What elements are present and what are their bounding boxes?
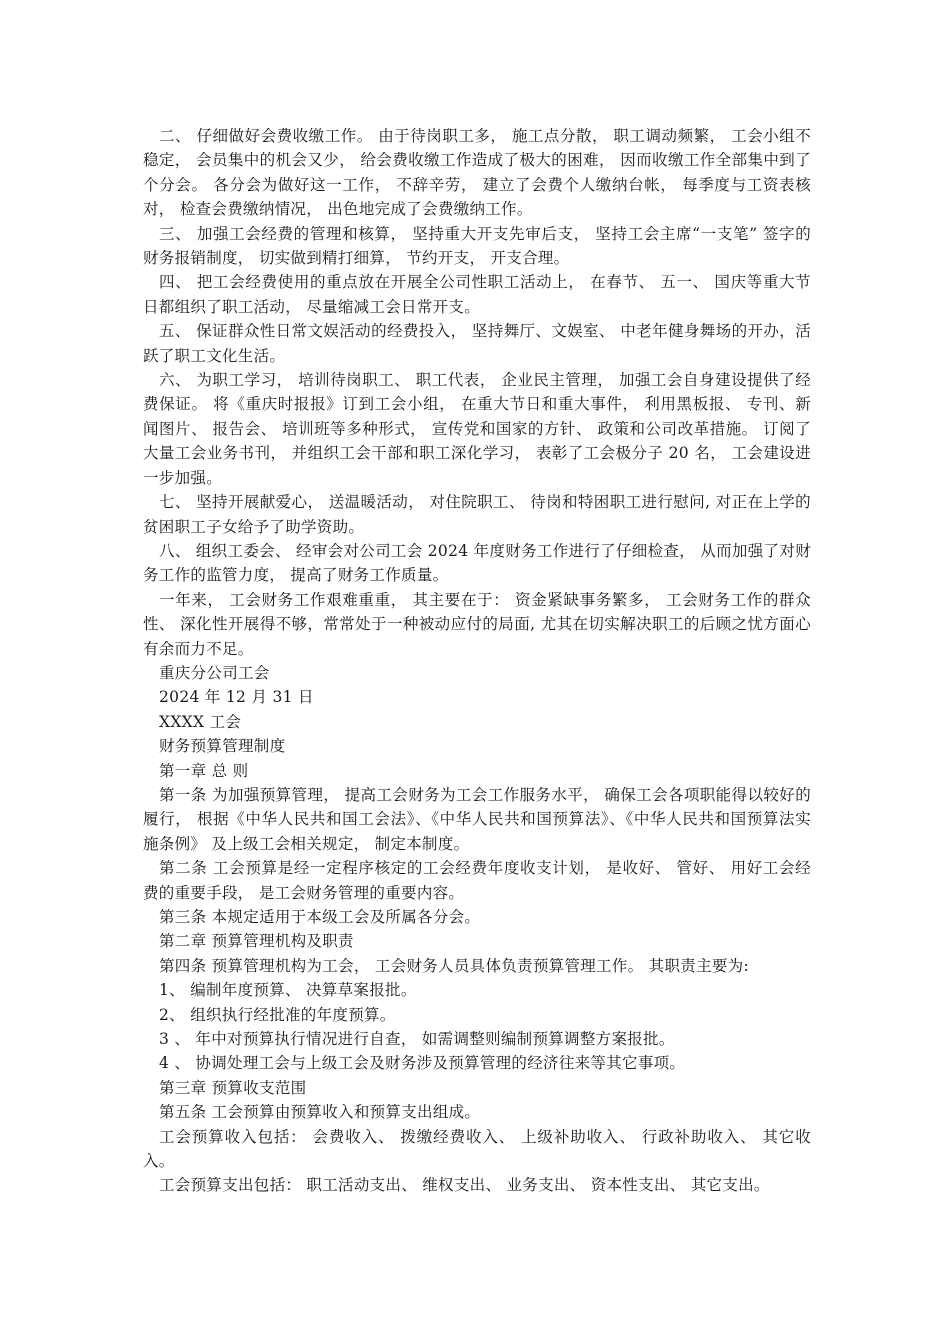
paragraph-item-two: 二、 仔细做好会费收缴工作。 由于待岗职工多， 施工点分散， 职工调动频繁， 工会小组不稳定， 会员集中的机会又少， 给会费收缴工作造成了极大的困难， 因而收缴工作全部集中到了个分会。 各分会为做好这一工作， 不辞辛劳， 建立了会费个人缴纳台帐， 每季度与工资表核对， 检查会费缴纳情况， 出色地完成了会费缴纳工作。 [143, 127, 811, 219]
budget-expense-paragraph: 工会预算支出包括： 职工活动支出、 维权支出、 业务支出、 资本性支出、 其它支出。 [159, 1176, 770, 1195]
article-1: 第一条 为加强预算管理， 提高工会财务为工会工作服务水平， 确保工会各项职能得以较好的履行， 根据《中华人民共和国工会法》、《中华人民共和国预算法》、《中华人民共和国预算法实施条例》 及上级工会相关规定， 制定本制度。 [143, 785, 811, 853]
signature-date: 2024 年 12 月 31 日 [159, 688, 314, 707]
paragraph-item-seven: 七、 坚持开展献爱心， 送温暖活动， 对住院职工、 待岗和特困职工进行慰问, 对正在上学的贫困职工子女给予了助学资助。 [143, 493, 811, 536]
article-3: 第三条 本规定适用于本级工会及所属各分会。 [159, 908, 481, 926]
article-4: 第四条 预算管理机构为工会， 工会财务人员具体负责预算管理工作。 其职责主要为: [159, 956, 750, 975]
paragraph-item-three: 三、 加强工会经费的管理和核算， 坚持重大开支先审后支， 坚持工会主席“一支笔” 签字的财务报销制度， 切实做到精打细算， 节约开支， 开支合理。 [143, 224, 811, 268]
paragraph-summary: 一年来， 工会财务工作艰难重重， 其主要在于： 资金紧缺事务繁多， 工会财务工作的群众性、 深化性开展得不够，常常处于一种被动应付的局面, 尤其在切实解决职工的后顾之忧方面心有余而力不足。 [143, 590, 811, 658]
chapter-heading-1: 第一章 总 则 [159, 761, 249, 780]
duty-item-3: 3 、 年中对预算执行情况进行自查， 如需调整则编制预算调整方案报批。 [159, 1030, 675, 1049]
second-doc-title: 财务预算管理制度 [159, 737, 286, 756]
second-doc-organization: XXXX 工会 [159, 712, 242, 731]
chapter-heading-2: 第二章 预算管理机构及职责 [159, 932, 354, 951]
paragraph-item-six: 六、 为职工学习， 培训待岗职工、 职工代表， 企业民主管理， 加强工会自身建设提供了经费保证。 将《重庆时报报》订到工会小组， 在重大节日和重大事件， 利用黑板报、 专刊、新闻图片、 报告会、 培训班等多种形式， 宣传党和国家的方针、 政策和公司改革措施。 订阅了大量工会业务书刊， 并组织工会干部和职工深化学习， 表彰了工会极分子 20 名， 工会建设进一步加强。 [143, 371, 811, 487]
duty-item-2: 2、 组织执行经批准的年度预算。 [159, 1005, 396, 1024]
paragraph-item-four: 四、 把工会经费使用的重点放在开展全公司性职工活动上， 在春节、 五一、 国庆等重大节日都组织了职工活动， 尽量缩减工会日常开支。 [143, 273, 811, 316]
duty-item-1: 1、 编制年度预算、 决算草案报批。 [159, 981, 417, 1000]
signature-organization: 重庆分公司工会 [159, 663, 270, 682]
article-2: 第二条 工会预算是经一定程序核定的工会经费年度收支计划， 是收好、 管好、 用好工会经费的重要手段， 是工会财务管理的重要内容。 [143, 859, 811, 902]
article-5: 第五条 工会预算由预算收入和预算支出组成。 [159, 1103, 481, 1122]
chapter-heading-3: 第三章 预算收支范围 [159, 1078, 307, 1097]
document-body [143, 124, 811, 1198]
paragraph-item-five: 五、 保证群众性日常文娱活动的经费投入， 坚持舞厅、文娱室、 中老年健身舞场的开办，活跃了职工文化生活。 [143, 322, 811, 365]
paragraph-item-eight: 八、 组织工委会、 经审会对公司工会 2024 年度财务工作进行了仔细检查， 从而加强了对财务工作的监管力度， 提高了财务工作质量。 [143, 541, 811, 585]
duty-item-4: 4 、 协调处理工会与上级工会及财务涉及预算管理的经济往来等其它事项。 [159, 1054, 686, 1073]
budget-income-paragraph: 工会预算收入包括： 会费收入、 拨缴经费收入、 上级补助收入、 行政补助收入、 其它收入。 [143, 1127, 811, 1171]
